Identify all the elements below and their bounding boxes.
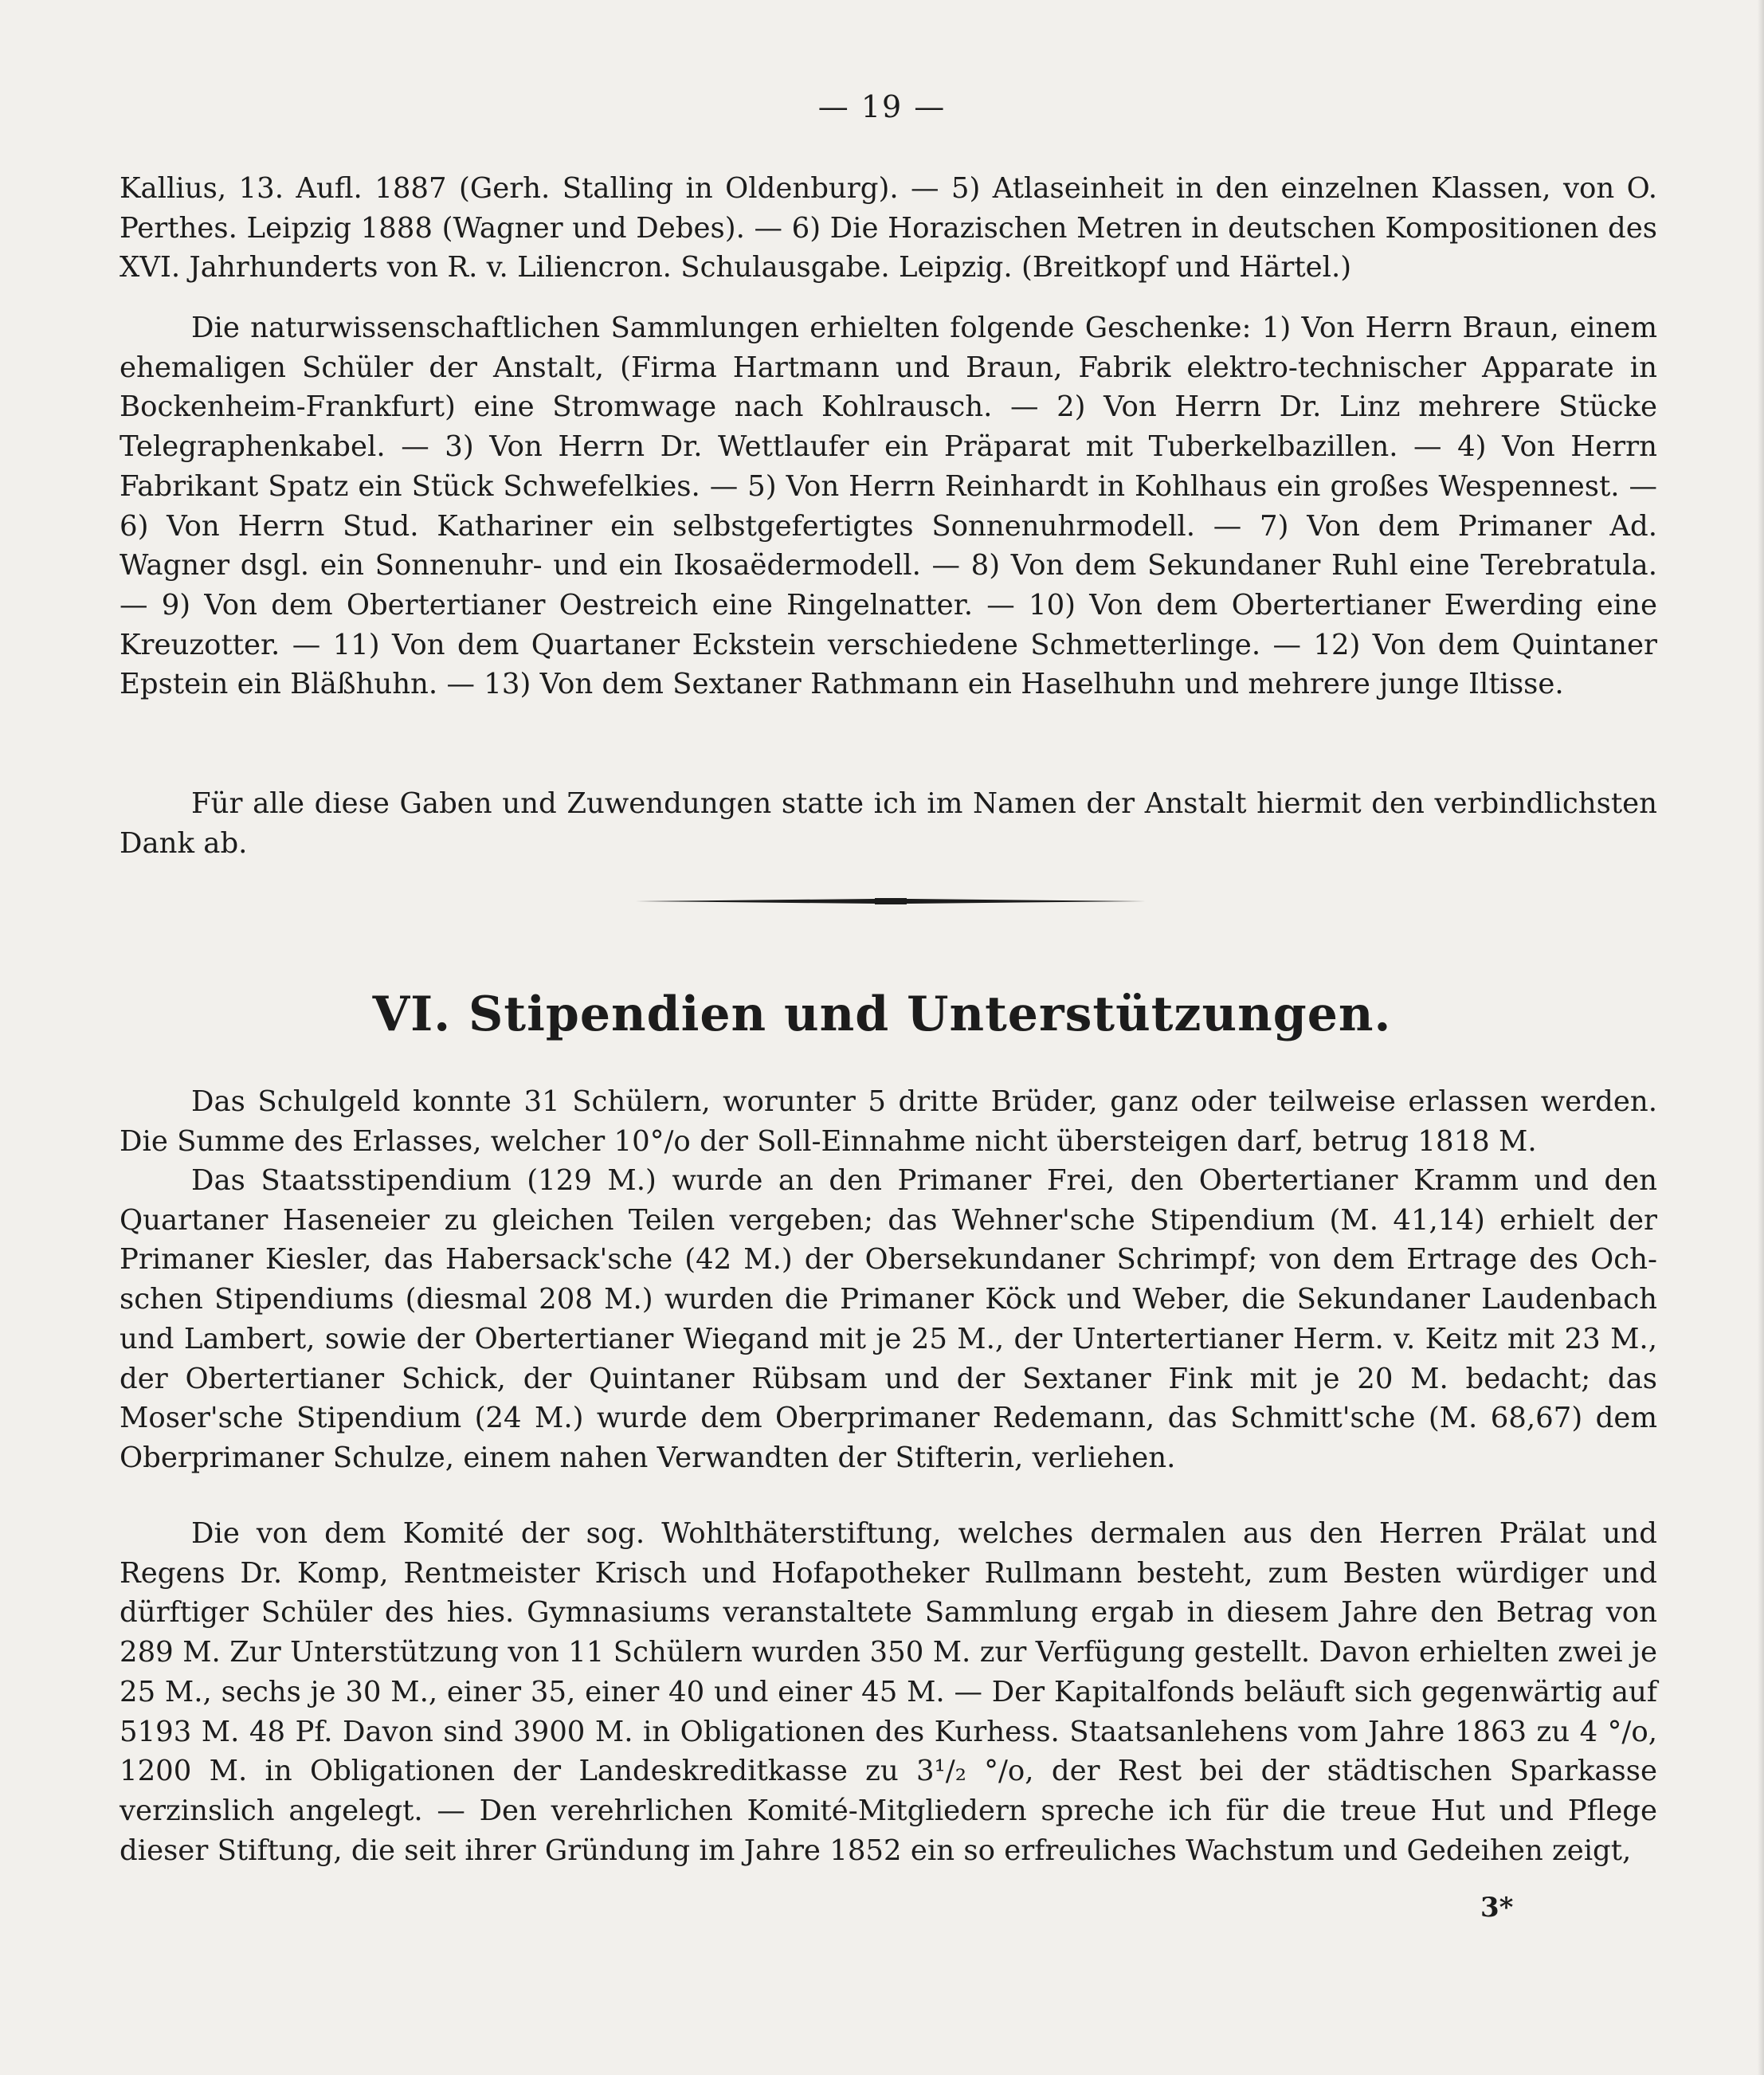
paragraph-thanks: Für alle diese Gaben und Zuwendungen statte ich im Namen der Anstalt hiermit den verbindlichsten Dank ab.	[120, 787, 1657, 860]
scholarship-paragraph-block	[120, 1161, 1657, 1478]
paragraph-book-list: Kallius, 13. Aufl. 1887 (Gerh. Stalling in Oldenburg). — 5) Atlaseinheit in den einzelnen Klassen, von O. Perthes. Leipzig 1888 (Wagner und Debes). — 6) Die Horazischen Metren in deutschen Kompositionen des XVI. Jahrhunderts von R. v. Liliencron. Schulausgabe. Leipzig. (Breitkopf und Härtel.)	[120, 172, 1657, 284]
collections-paragraph-block	[120, 308, 1657, 704]
thanks-paragraph-block	[120, 784, 1657, 863]
paragraph-tuition-waiver: Das Schulgeld konnte 31 Schülern, worunter 5 dritte Brüder, ganz oder teilweise erlassen werden. Die Summe des Erlasses, welcher 10°/o der Soll-Einnahme nicht übersteigen darf, betrug 1818 M.	[120, 1085, 1657, 1158]
paragraph-natural-science-donations: Die naturwissenschaftlichen Sammlungen erhielten folgende Geschenke: 1) Von Herrn Braun, einem ehemaligen Schüler der Anstalt, (Firma Hartmann und Braun, Fabrik elektro-technischer Apparate in Bockenheim-Frankfurt) eine Stromwage nach Kohlrausch. — 2) Von Herrn Dr. Linz mehrere Stücke Telegraphenkabel. — 3) Von Herrn Dr. Wettlaufer ein Präparat mit Tuberkelbazillen. — 4) Von Herrn Fabrikant Spatz ein Stück Schwefelkies. — 5) Von Herrn Reinhardt in Kohlhaus ein großes Wespennest. — 6) Von Herrn Stud. Kathariner ein selbstgefertigtes Sonnenuhrmodell. — 7) Von dem Primaner Ad. Wagner dsgl. ein Sonnenuhr- und ein Ikosaëdermodell. — 8) Von dem Sekundaner Ruhl eine Terebratula. — 9) Von dem Obertertianer Oestreich eine Ringelnatter. — 10) Von dem Obertertianer Ewerding eine Kreuzotter. — 11) Von dem Quartaner Eckstein verschiedene Schmetterlinge. — 12) Von dem Quintaner Epstein ein Bläßhuhn. — 13) Von dem Sextaner Rathmann ein Haselhuhn und mehrere junge Iltisse.	[120, 312, 1657, 701]
section-number: VI.	[372, 987, 452, 1042]
page-number: — 19 —	[817, 89, 947, 124]
section-heading	[0, 987, 1764, 1042]
paragraph-charity-foundation: Die von dem Komité der sog. Wohlthäterstiftung, welches dermalen aus den Herren Prälat und Regens Dr. Komp, Rentmeister Krisch und Hofapotheker Rullmann besteht, zum Besten würdiger und dürftiger Schüler des hies. Gymnasiums veranstaltete Sammlung ergab in diesem Jahre den Betrag von 289 M. Zur Unterstützung von 11 Schülern wurden 350 M. zur Verfügung gestellt. Davon erhielten zwei je 25 M., sechs je 30 M., einer 35, einer 40 und einer 45 M. — Der Kapitalfonds beläuft sich gegenwärtig auf 5193 M. 48 Pf. Davon sind 3900 M. in Obligationen des Kurhess. Staatsanlehens vom Jahre 1863 zu 4 °/o, 1200 M. in Obligationen der Landeskreditkasse zu 3¹/₂ °/o, der Rest bei der städtischen Sparkasse verzinslich angelegt. — Den verehrlichen Komité-Mitgliedern spreche ich für die treue Hut und Pflege dieser Stiftung, die seit ihrer Gründung im Jahre 1852 ein so erfreuliches Wachstum und Gedeihen zeigt,	[120, 1517, 1657, 1867]
section-title: Stipendien und Unterstützungen.	[468, 987, 1392, 1042]
paragraph-scholarships: Das Staatsstipendium (129 M.) wurde an den Primaner Frei, den Obertertianer Kramm und den Quartaner Haseneier zu gleichen Teilen vergeben; das Wehner'sche Stipendium (M. 41,14) erhielt der Primaner Kiesler, das Habersack'sche (42 M.) der Obersekundaner Schrimpf; von dem Ertrage des Och-schen Stipendiums (diesmal 208 M.) wurden die Primaner Köck und Weber, die Sekundaner Laudenbach und Lambert, sowie der Obertertianer Wiegand mit je 25 M., der Untertertianer Herm. v. Keitz mit 23 M., der Obertertianer Schick, der Quintaner Rübsam und der Sextaner Fink mit je 20 M. bedacht; das Moser'sche Stipendium (24 M.) wurde dem Oberprimaner Redemann, das Schmitt'sche (M. 68,67) dem Oberprimaner Schulze, einem nahen Verwandten der Stifterin, verliehen.	[120, 1164, 1657, 1474]
printer-signature-mark: 3*	[1480, 1892, 1514, 1924]
section-divider	[636, 896, 1146, 907]
foundation-paragraph-block	[120, 1514, 1657, 1870]
tuition-paragraph-block	[120, 1082, 1657, 1161]
continued-paragraph	[120, 169, 1657, 288]
